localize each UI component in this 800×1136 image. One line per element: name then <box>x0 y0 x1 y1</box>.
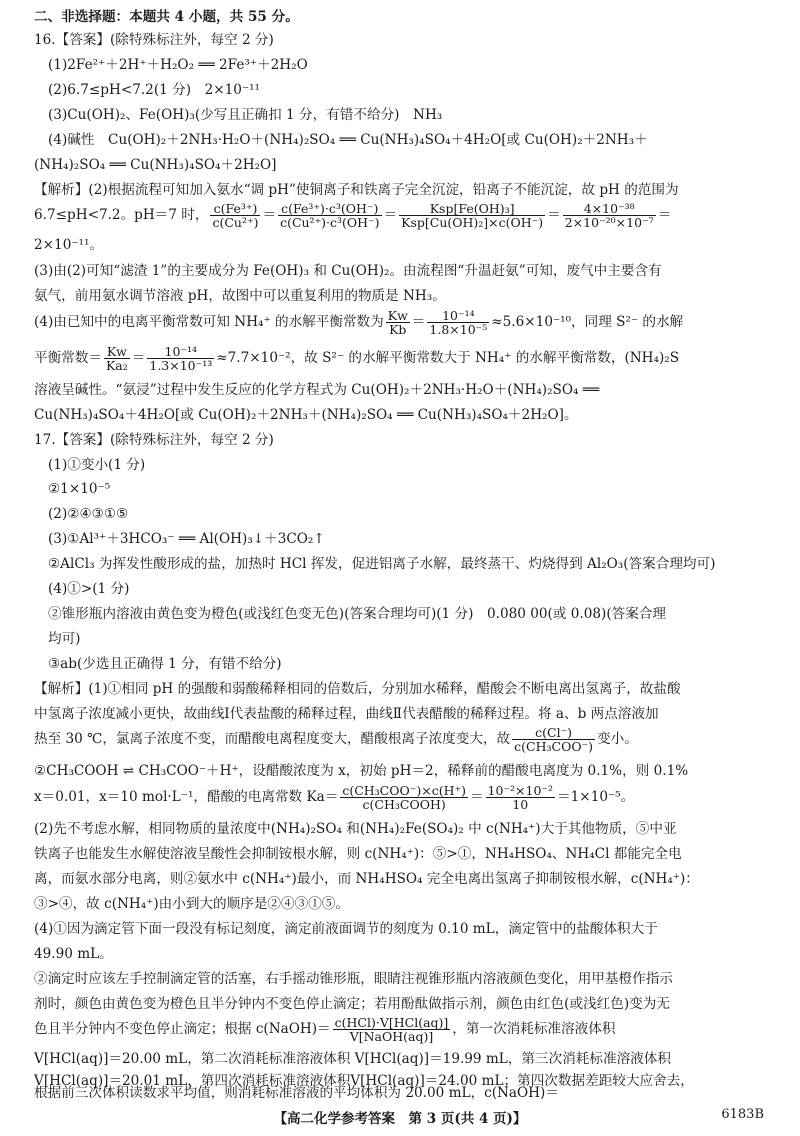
q17-analysis-16: V[HCl(aq)]＝20.01 mL，第四次消耗标准溶液体积V[HCl(aq)]＝24.00 mL；第四次数据差距较大应舍去， <box>34 1073 694 1089</box>
q16-fraction-4-den: 2×10⁻²⁰×10⁻⁷ <box>564 215 654 230</box>
q17-analysis-5: x＝0.01，x＝10 mol·L⁻¹，醋酸的电离常数 Ka＝ $\frac{\text{c(CH₃COO⁻)×c(H⁺)}}{\text{c(CH₃COOH)}}$ ＝ $\frac{\text{10⁻²×10⁻²}}{10}$ ＝1×10⁻⁵。 <box>34 783 635 812</box>
q16-analysis-2: 6.7≤pH<7.2。pH＝7 时， $\frac{\text{c(Fe³⁺)}}{\text{c(Cu²⁺)}}$ ＝ $\frac{\text{c(Fe³⁺)·c³(OH⁻)}}{\text{c(Cu²⁺)·c³(OH⁻)}}$ ＝ $\frac{\text{Ksp[Fe(OH)₃]}}{\text{Ksp[Cu(OH)₂]×c(OH⁻)}}$ ＝ $\frac{\text{4×10⁻³⁸}}{\text{2×10⁻²⁰×10⁻⁷}}$ ＝ <box>34 201 672 230</box>
q16-analysis-3: 2×10⁻¹¹。 <box>34 237 104 253</box>
q17-answer-4: (3)①Al³⁺＋3HCO₃⁻ ══ Al(OH)₃↓＋3CO₂↑ <box>48 531 325 547</box>
q16-fraction-4-num: 4×10⁻³⁸ <box>563 202 656 216</box>
q17-analysis-4: ②CH₃COOH ⇌ CH₃COO⁻＋H⁺，设醋酸浓度为 x，初始 pH＝2，稀释前的醋酸电离度为 0.1%，则 0.1% <box>34 763 689 779</box>
q16-fraction-3-den: Ksp[Cu(OH)₂]×c(OH⁻) <box>401 215 544 230</box>
q17-fraction-3-den: 10 <box>512 797 529 812</box>
q17-answer-3: (2)②④③①⑤ <box>48 506 129 522</box>
q17-analysis-14-text-a: 色且半分钟内不变色停止滴定；根据 c(NaOH)＝ <box>34 1021 331 1037</box>
q16-analysis-6-text-b: ≈5.6×10⁻¹⁰，同理 S²⁻ 的水解 <box>491 314 684 330</box>
q17-analysis-2: 中氢离子浓度减小更快，故曲线Ⅰ代表盐酸的稀释过程，曲线Ⅱ代表醋酸的稀释过程。将 a、b 两点溶液加 <box>34 706 659 722</box>
q17-answer-1: (1)①变小(1 分) <box>48 457 146 473</box>
q17-answer-6: (4)①>(1 分) <box>48 581 130 597</box>
q17-analysis-1: 【解析】(1)①相同 pH 的强酸和弱酸稀释相同的倍数后，分别加水稀释，醋酸会不断电离出氢离子，故盐酸 <box>34 681 681 697</box>
q16-fraction-3 <box>399 202 545 229</box>
q17-fraction-4-den: V[NaOH(aq)] <box>349 1029 434 1044</box>
q17-analysis-3-text-b: 变小。 <box>597 731 638 747</box>
q17-fraction-1-den: c(CH₃COO⁻) <box>514 739 594 754</box>
q17-analysis-11: 49.90 mL。 <box>34 946 113 962</box>
q17-fraction-3 <box>486 784 556 811</box>
q17-analysis-3-text-a: 热至 30 ℃，氯离子浓度不变，而醋酸电离程度变大，醋酸根离子浓度变大，故 <box>34 731 511 747</box>
q17-answer-head: 17.【答案】(除特殊标注外，每空 2 分) <box>34 432 274 448</box>
q16-fraction-1 <box>210 202 260 229</box>
q16-analysis-4: (3)由(2)可知“滤渣 1”的主要成分为 Fe(OH)₃ 和 Cu(OH)₂。由流程图“升温赶氨”可知，废气中主要含有 <box>34 263 662 279</box>
q17-fraction-1 <box>512 726 595 753</box>
q17-analysis-9: ③>④，故 c(NH₄⁺)由小到大的顺序是②④③①⑤。 <box>34 896 349 912</box>
q17-analysis-6: (2)先不考虑水解，相同物质的量浓度中(NH₄)₂SO₄ 和(NH₄)₂Fe(SO₄)₂ 中 c(NH₄⁺)大于其他物质，⑤中亚 <box>34 821 677 837</box>
q16-analysis-1: 【解析】(2)根据流程可知加入氨水“调 pH”使铜离子和铁离子完全沉淀，铅离子不能沉淀，故 pH 的范围为 <box>34 182 679 198</box>
footer-code: 6183B <box>721 1107 764 1122</box>
q17-analysis-12: ②滴定时应该左手控制滴定管的活塞，右手摇动锥形瓶，眼睛注视锥形瓶内溶液颜色变化，用甲基橙作指示 <box>34 971 673 987</box>
q17-analysis-17: 根据前三次体积读数求平均值，则消耗标准溶液的平均体积为 20.00 mL，c(NaOH)＝ <box>34 1085 559 1101</box>
q17-fraction-2-den: c(CH₃COOH) <box>362 797 446 812</box>
q16-answer-2: (2)6.7≤pH<7.2(1 分) 2×10⁻¹¹ <box>48 82 261 98</box>
q17-analysis-13: 剂时，颜色由黄色变为橙色且半分钟内不变色停止滴定；若用酚酞做指示剂，颜色由红色(或浅红色)变为无 <box>34 996 670 1012</box>
footer-title: 【高二化学参考答案 第 3 页(共 4 页)】 <box>273 1111 527 1127</box>
q16-fraction-7-num: Kw <box>104 345 130 359</box>
q16-answer-4b: (NH₄)₂SO₄ ══ Cu(NH₃)₄SO₄＋2H₂O] <box>34 157 277 173</box>
q17-fraction-2-num: c(CH₃COO⁻)×c(H⁺) <box>342 783 466 798</box>
q16-fraction-7 <box>104 345 130 372</box>
q16-analysis-6: (4)由已知中的电离平衡常数可知 NH₄⁺ 的水解平衡常数为 $\frac{Kw}{Kb}$ ＝ $\frac{\text{10⁻¹⁴}}{\text{1.8×10⁻⁵}}$ ≈5.6×10⁻¹⁰，同理 S²⁻ 的水解 <box>34 308 684 337</box>
q16-fraction-8-den: 1.3×10⁻¹³ <box>149 358 213 373</box>
q16-fraction-5 <box>386 309 410 336</box>
q16-answer-head: 16.【答案】(除特殊标注外，每空 2 分) <box>34 32 274 48</box>
q16-fraction-4 <box>563 202 656 229</box>
q16-answer-1: (1)2Fe²⁺＋2H⁺＋H₂O₂ ══ 2Fe³⁺＋2H₂O <box>48 57 308 73</box>
q16-fraction-1-den: c(Cu²⁺) <box>212 215 259 230</box>
q17-analysis-14-text-b: ，第一次消耗标准溶液体积 <box>452 1021 616 1037</box>
q17-answer-8: 均可) <box>48 631 81 647</box>
q16-fraction-8 <box>147 345 214 372</box>
q16-answer-4a: (4)碱性 Cu(OH)₂＋2NH₃·H₂O＋(NH₄)₂SO₄ ══ Cu(NH₃)₄SO₄＋4H₂O[或 Cu(OH)₂＋2NH₃＋ <box>48 132 648 148</box>
q17-analysis-10: (4)①因为滴定管下面一段没有标记刻度，滴定前液面调节的刻度为 0.10 mL，滴定管中的盐酸体积大于 <box>34 921 658 937</box>
q16-fraction-2-num: c(Fe³⁺)·c³(OH⁻) <box>278 202 381 216</box>
q17-fraction-2 <box>340 784 468 811</box>
q16-fraction-5-num: Kw <box>387 308 408 323</box>
page-footer <box>0 1085 800 1127</box>
q16-answer-3: (3)Cu(OH)₂、Fe(OH)₃(少写且正确扣 1 分，有错不给分) NH₃ <box>48 107 443 123</box>
q17-analysis-5-text-b: ＝1×10⁻⁵。 <box>557 789 635 805</box>
q17-answer-2: ②1×10⁻⁵ <box>48 481 111 497</box>
q16-fraction-2 <box>278 202 381 229</box>
q16-fraction-6 <box>427 309 489 336</box>
q16-fraction-6-den: 1.8×10⁻⁵ <box>429 322 488 337</box>
q17-answer-7: ②锥形瓶内溶液由黄色变为橙色(或浅红色变无色)(答案合理均可)(1 分) 0.080 00(或 0.08)(答案合理 <box>48 606 667 622</box>
q16-analysis-7-text-b: ≈7.7×10⁻²，故 S²⁻ 的水解平衡常数大于 NH₄⁺ 的水解平衡常数，(NH₄)₂S <box>216 350 680 366</box>
q17-analysis-14 <box>34 1011 615 1047</box>
q16-fraction-6-num: 10⁻¹⁴ <box>427 309 489 323</box>
q17-answer-9: ③ab(少选且正确得 1 分，有错不给分) <box>48 656 282 672</box>
q17-analysis-8: 离，而氨水部分电离，则②氨水中 c(NH₄⁺)最小，而 NH₄HSO₄ 完全电离出氢离子抑制铵根水解，c(NH₄⁺)： <box>34 871 699 887</box>
q16-analysis-5: 氨气，前用氨水调节溶液 pH，故图中可以重复利用的物质是 NH₃。 <box>34 288 446 304</box>
q16-analysis-8: 溶液呈碱性。“氨浸”过程中发生反应的化学方程式为 Cu(OH)₂＋2NH₃·H₂O＋(NH₄)₂SO₄ ══ <box>34 382 600 398</box>
q16-fraction-1-num: c(Fe³⁺) <box>210 202 260 216</box>
section-heading: 二、非选择题：本题共 4 小题，共 55 分。 <box>34 9 299 25</box>
q16-analysis-7-text-a: 平衡常数＝ <box>34 350 102 366</box>
q16-fraction-5-den: Kb <box>389 322 407 337</box>
q16-fraction-2-den: c(Cu²⁺)·c³(OH⁻) <box>280 215 380 230</box>
q17-analysis-15: V[HCl(aq)]＝20.00 mL，第二次消耗标准溶液体积 V[HCl(aq)]＝19.99 mL，第三次消耗标准溶液体积 <box>34 1051 671 1067</box>
q17-answer-5: ②AlCl₃ 为挥发性酸形成的盐，加热时 HCl 挥发，促进铝离子水解，最终蒸干、灼烧得到 Al₂O₃(答案合理均可) <box>48 556 716 572</box>
q17-fraction-3-num: 10⁻²×10⁻² <box>487 783 554 798</box>
q17-fraction-4 <box>333 1016 451 1043</box>
q16-fraction-7-den: Ka₂ <box>105 358 128 373</box>
q17-analysis-7: 铁离子也能发生水解使溶液呈酸性会抑制铵根水解，则 c(NH₄⁺)：⑤>①，NH₄HSO₄、NH₄Cl 都能完全电 <box>34 846 682 862</box>
q16-analysis-7: 平衡常数＝ $\frac{Kw}{\text{Ka₂}}$ ＝ $\frac{\text{10⁻¹⁴}}{\text{1.3×10⁻¹³}}$ ≈7.7×10⁻²，故 S²⁻ 的水解平衡常数大于 NH₄⁺ 的水解平衡常数，(NH₄)₂S <box>34 344 680 373</box>
q17-fraction-4-num: c(HCl)·V[HCl(aq)] <box>334 1015 449 1030</box>
q17-analysis-3 <box>34 721 638 757</box>
q16-fraction-8-num: 10⁻¹⁴ <box>147 345 214 359</box>
q17-analysis-5-text-a: x＝0.01，x＝10 mol·L⁻¹，醋酸的电离常数 Ka＝ <box>34 789 339 805</box>
q17-fraction-1-num: c(Cl⁻) <box>512 726 595 740</box>
q16-analysis-6-text-a: (4)由已知中的电离平衡常数可知 NH₄⁺ 的水解平衡常数为 <box>34 314 384 330</box>
q16-analysis-2-text: 6.7≤pH<7.2。pH＝7 时， <box>34 207 209 223</box>
q16-fraction-3-num: Ksp[Fe(OH)₃] <box>399 202 545 216</box>
q16-analysis-9: Cu(NH₃)₄SO₄＋4H₂O[或 Cu(OH)₂＋2NH₃＋(NH₄)₂SO₄ ══ Cu(NH₃)₄SO₄＋2H₂O]。 <box>34 407 578 423</box>
